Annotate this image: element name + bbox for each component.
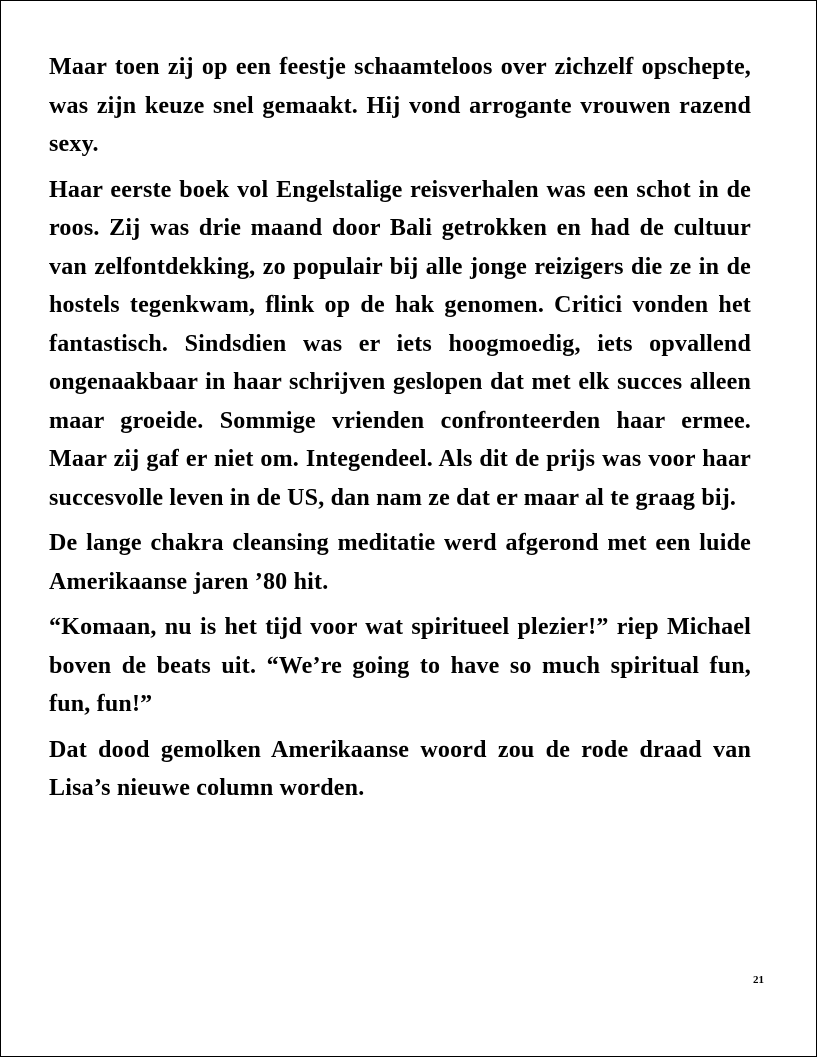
paragraph: Maar toen zij op een feestje schaamteloos over zichzelf opschepte, was zijn keuze snel gemaakt. Hij vond arrogante vrouwen razend sexy. [49,54,751,157]
paragraph: De lange chakra cleansing meditatie werd afgerond met een luide Amerikaanse jaren ’80 hit. [49,530,751,595]
paragraph: “Komaan, nu is het tijd voor wat spiritueel plezier!” riep Michael boven de beats uit. “We’re going to have so much spiritual fun, fun, fun!” [49,614,751,717]
page-number: 21 [753,974,764,986]
body-text [49,48,751,815]
paragraph: Haar eerste boek vol Engelstalige reisverhalen was een schot in de roos. Zij was drie maand door Bali getrokken en had de cultuur van zelfontdekking, zo populair bij alle jonge reizigers die ze in de hostels tegenkwam, flink op de hak genomen. Critici vonden het fantastisch. Sindsdien was er iets hoogmoedig, iets opvallend ongenaakbaar in haar schrijven geslopen dat met elk succes alleen maar groeide. Sommige vrienden confronteerden haar ermee. Maar zij gaf er niet om. Integendeel. Als dit de prijs was voor haar succesvolle leven in de US, dan nam ze dat er maar al te graag bij. [49,176,751,511]
paragraph: Dat dood gemolken Amerikaanse woord zou de rode draad van Lisa’s nieuwe column worden. [49,736,751,801]
